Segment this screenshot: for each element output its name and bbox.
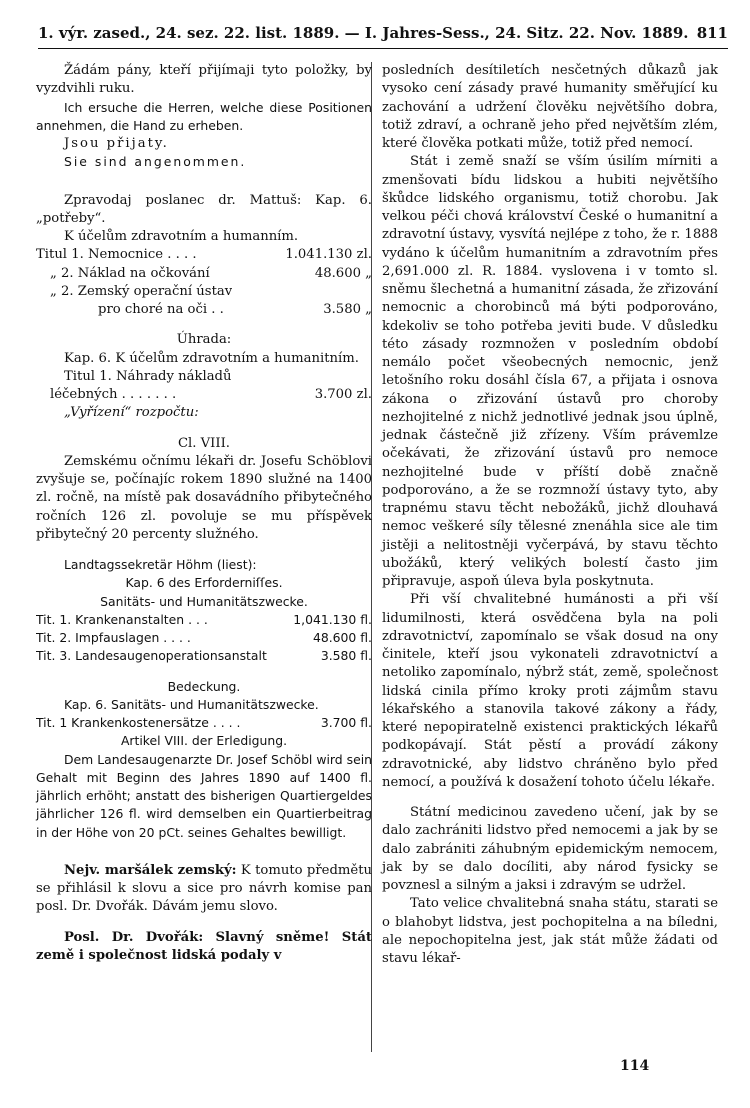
budget-amount: 3.700 zl. [314,387,372,402]
header-title: 1. výr. zased., 24. sez. 22. list. 1889. — I. Jahres-Sess., 24. Sitz. 22. Nov. 1889. [38,24,689,42]
budget-amount: 1,041.130 fl. [293,611,372,627]
paragraph: Zpravodaj poslanec dr. Mattuš: Kap. 6. „potřeby“. [36,192,372,226]
budget-label: Tit. 1. Krankenanstalten . . . [36,611,208,627]
paragraph: Landtagssekretär Höhm (liest): [64,557,257,572]
budget-row [36,283,372,301]
budget-row [36,611,372,629]
budget-row [36,246,372,264]
budget-amount: 48.600 fl. [312,630,372,645]
budget-row [36,647,372,665]
paragraph: Ich ersuche die Herren, welche diese Positionen annehmen, die Hand zu erheben. [36,99,372,133]
budget-label: „ 2. Zemský operační ústav [50,283,233,299]
paragraph: Kap. 6. K účelům zdravotním a humanitním. [64,350,359,366]
paragraph: Sie sind angenommen. [64,154,247,170]
speech-paragraph [36,862,372,917]
section-heading: Kap. 6 des Erforderniſſes. [125,575,283,591]
budget-label: léčebných . . . . . . . [50,387,177,402]
section-heading: Úhrada: [176,332,232,348]
budget-row [36,629,372,647]
paragraph: Titul 1. Náhrady nákladů [64,368,232,384]
budget-label: pro choré na oči . . [98,302,224,317]
paragraph: K účelům zdravotním a humanním. [64,229,299,244]
budget-row [36,265,372,283]
running-header [38,18,728,49]
budget-label: Tit. 3. Landesaugenoperationsanstalt [36,648,267,664]
budget-label: Titul 1. Nemocnice . . . . [36,247,197,263]
paragraph: Dem Landesaugenarzte Dr. Josef Schöbl wird sein Gehalt mit Beginn des Jahres 1890 auf 1400 fl. jährlich erhöht; anstatt des bisherigen Quartiergeldes jährlicher 126 fl. wird demselben ein Quartierbeitrag in der Höhe von 20 pCt. seines Gehaltes bewilligt. [36,751,372,840]
signature-number: 114 [620,1058,650,1074]
paragraph: Stát i země snaží se vším úsilím mírniti a zmenšovati bídu lidskou a hubiti největšího škůdce lidského organismu, totiž chorobu. Jak velkou péči chová království České o humanitní a zdravotní ústavy, vysvítá nejlépe z toho, že r. 1888 vydáno k účelům humanitním a zdravotním přes 2,691.000 zl. R. 1884. vyslovena i v tomto sl. sněmu šlechetná a humanitní zásada, že zřizování nemocnic a chorobinců má býti podporováno, kdekoliv se toho potřeba jeviti bude. V důsledku této zásady rozmnožen v posledním období nemálo počet všeobecných nemocnic, jenž letošního roku dosáhl čísla 67, a přijata i osnova zákona o zřizování ústavů pro choroby nezhojitelné z nichž jednotlivé jednak jsou úplně, jednak částečně již zřízeny. Vším právemlze očekávati, že zřizování ústavů pro nemoce nezhojitelné bude v příští době značně podporováno, a že se rozmnoží ústavy tyto, aby trapnému stavu těcht nebožáků, jichž dlouhavá nemoc veškeré síly tělesné znenáhla sice ale tim jistěji a nelitostněji vyčerpává, by stavu těchto ubožáků, který velikých bolestí často jim připravuje, aspoň úleva byla poskytnuta. [382,154,718,589]
budget-items-de [36,611,372,666]
budget-row [36,301,372,319]
budget-row [36,714,372,732]
section-heading: Bedeckung. [167,678,241,694]
paragraph: Žádám pány, kteří přijímaji tyto položky, by vyzdvihli ruku. [36,63,372,97]
paragraph: Kap. 6. Sanitäts- und Humanitätszwecke. [64,696,319,712]
budget-amount: 3.700 fl. [320,715,372,730]
article-heading: Cl. VIII. [177,435,231,451]
budget-amount: 1.041.130 zl. [285,247,372,263]
budget-amount: 3.580 fl. [320,648,372,664]
paragraph: „Vyřízení“ rozpočtu: [64,405,199,421]
budget-label: Tit. 1 Krankenkostenersätze . . . . [36,715,241,730]
speaker-name: Nejv. maršálek zemský: [64,862,237,878]
budget-amount: 48.600 „ [314,265,372,281]
paragraph: Tato velice chvalitebná snaha státu, starati se o blahobyt lidstva, jest pochopitelna a na bíledni, ale nepochopitelna jest, jak stát může žádati od stavu lékař- [382,896,718,966]
left-column [36,62,372,965]
speech-text: K tomuto předmětu se přihlásil k slovu a sice pro návrh komise pan posl. Dr. Dvořák. Dávám jemu slovo. [36,862,373,915]
right-column [382,62,718,968]
paragraph: Státní medicinou zavedeno učení, jak by se dalo zachrániti lidstvo před nemocemi a jak by se dalo zabrániti záhubným epidemickým nemocem, jak by se dalo docíliti, aby národ fysicky se povznesl a silným a jaksi i zdravým se udržel. [382,805,718,893]
article-heading: Artikel VIII. der Erledigung. [120,733,288,749]
budget-row [36,386,372,404]
speaker-name: Posl. Dr. Dvořák: [64,929,204,945]
section-heading: Sanitäts- und Humanitätszwecke. [100,593,308,609]
budget-label: „ 2. Náklad na očkování [50,265,210,281]
speech-paragraph [36,929,372,966]
budget-items-cz [36,246,372,319]
paragraph: Jsou přijaty. [64,136,169,151]
paragraph: Zemskému očnímu lékaři dr. Josefu Schöblovi zvyšuje se, počínajíc rokem 1890 služné na 1400 zl. ročně, na místě pak dosavádního přibytečného ročních 126 zl. povoluje se mu příspěvek přibytečný 20 percenty služného. [36,453,372,542]
paragraph: posledních desítiletích nesčetných důkazů jak vysoko cení zásady pravé humanity směřující ku zachování a udržení člověku největšího dobra, totiž zdraví, a ochraně jeho před největším zlém, které člověka potkati může, totiž před nemocí. [382,63,718,151]
paragraph: Při vší chvalitebné humánosti a při vší lidumilnosti, která osvědčena byla na poli zdravotnictví, zapomínalo se však dosud na ony činitele, kteří jsou vykonateli zdravotnictví a netoliko zapomínalo, nýbrž stát, země, společnost lidská cinila přímo kroky proti zájmům stavu lékařského a stanovila takové zákony a řády, které nepopiratelně existenci praktických lékařů podkopávají. Stát pěstí a provádí zákony zdravotnické, aby lidstvo chráněno bylo před nemocí, a používá k dosažení tohoto účelu lékaře. [382,592,718,790]
speech-text: Slavný sněme! Stát země i společnost lidská podaly v [36,929,372,963]
budget-label: Tit. 2. Impfauslagen . . . . [36,630,191,645]
budget-amount: 3.580 „ [323,302,372,317]
header-page-number: 811 [696,24,728,42]
